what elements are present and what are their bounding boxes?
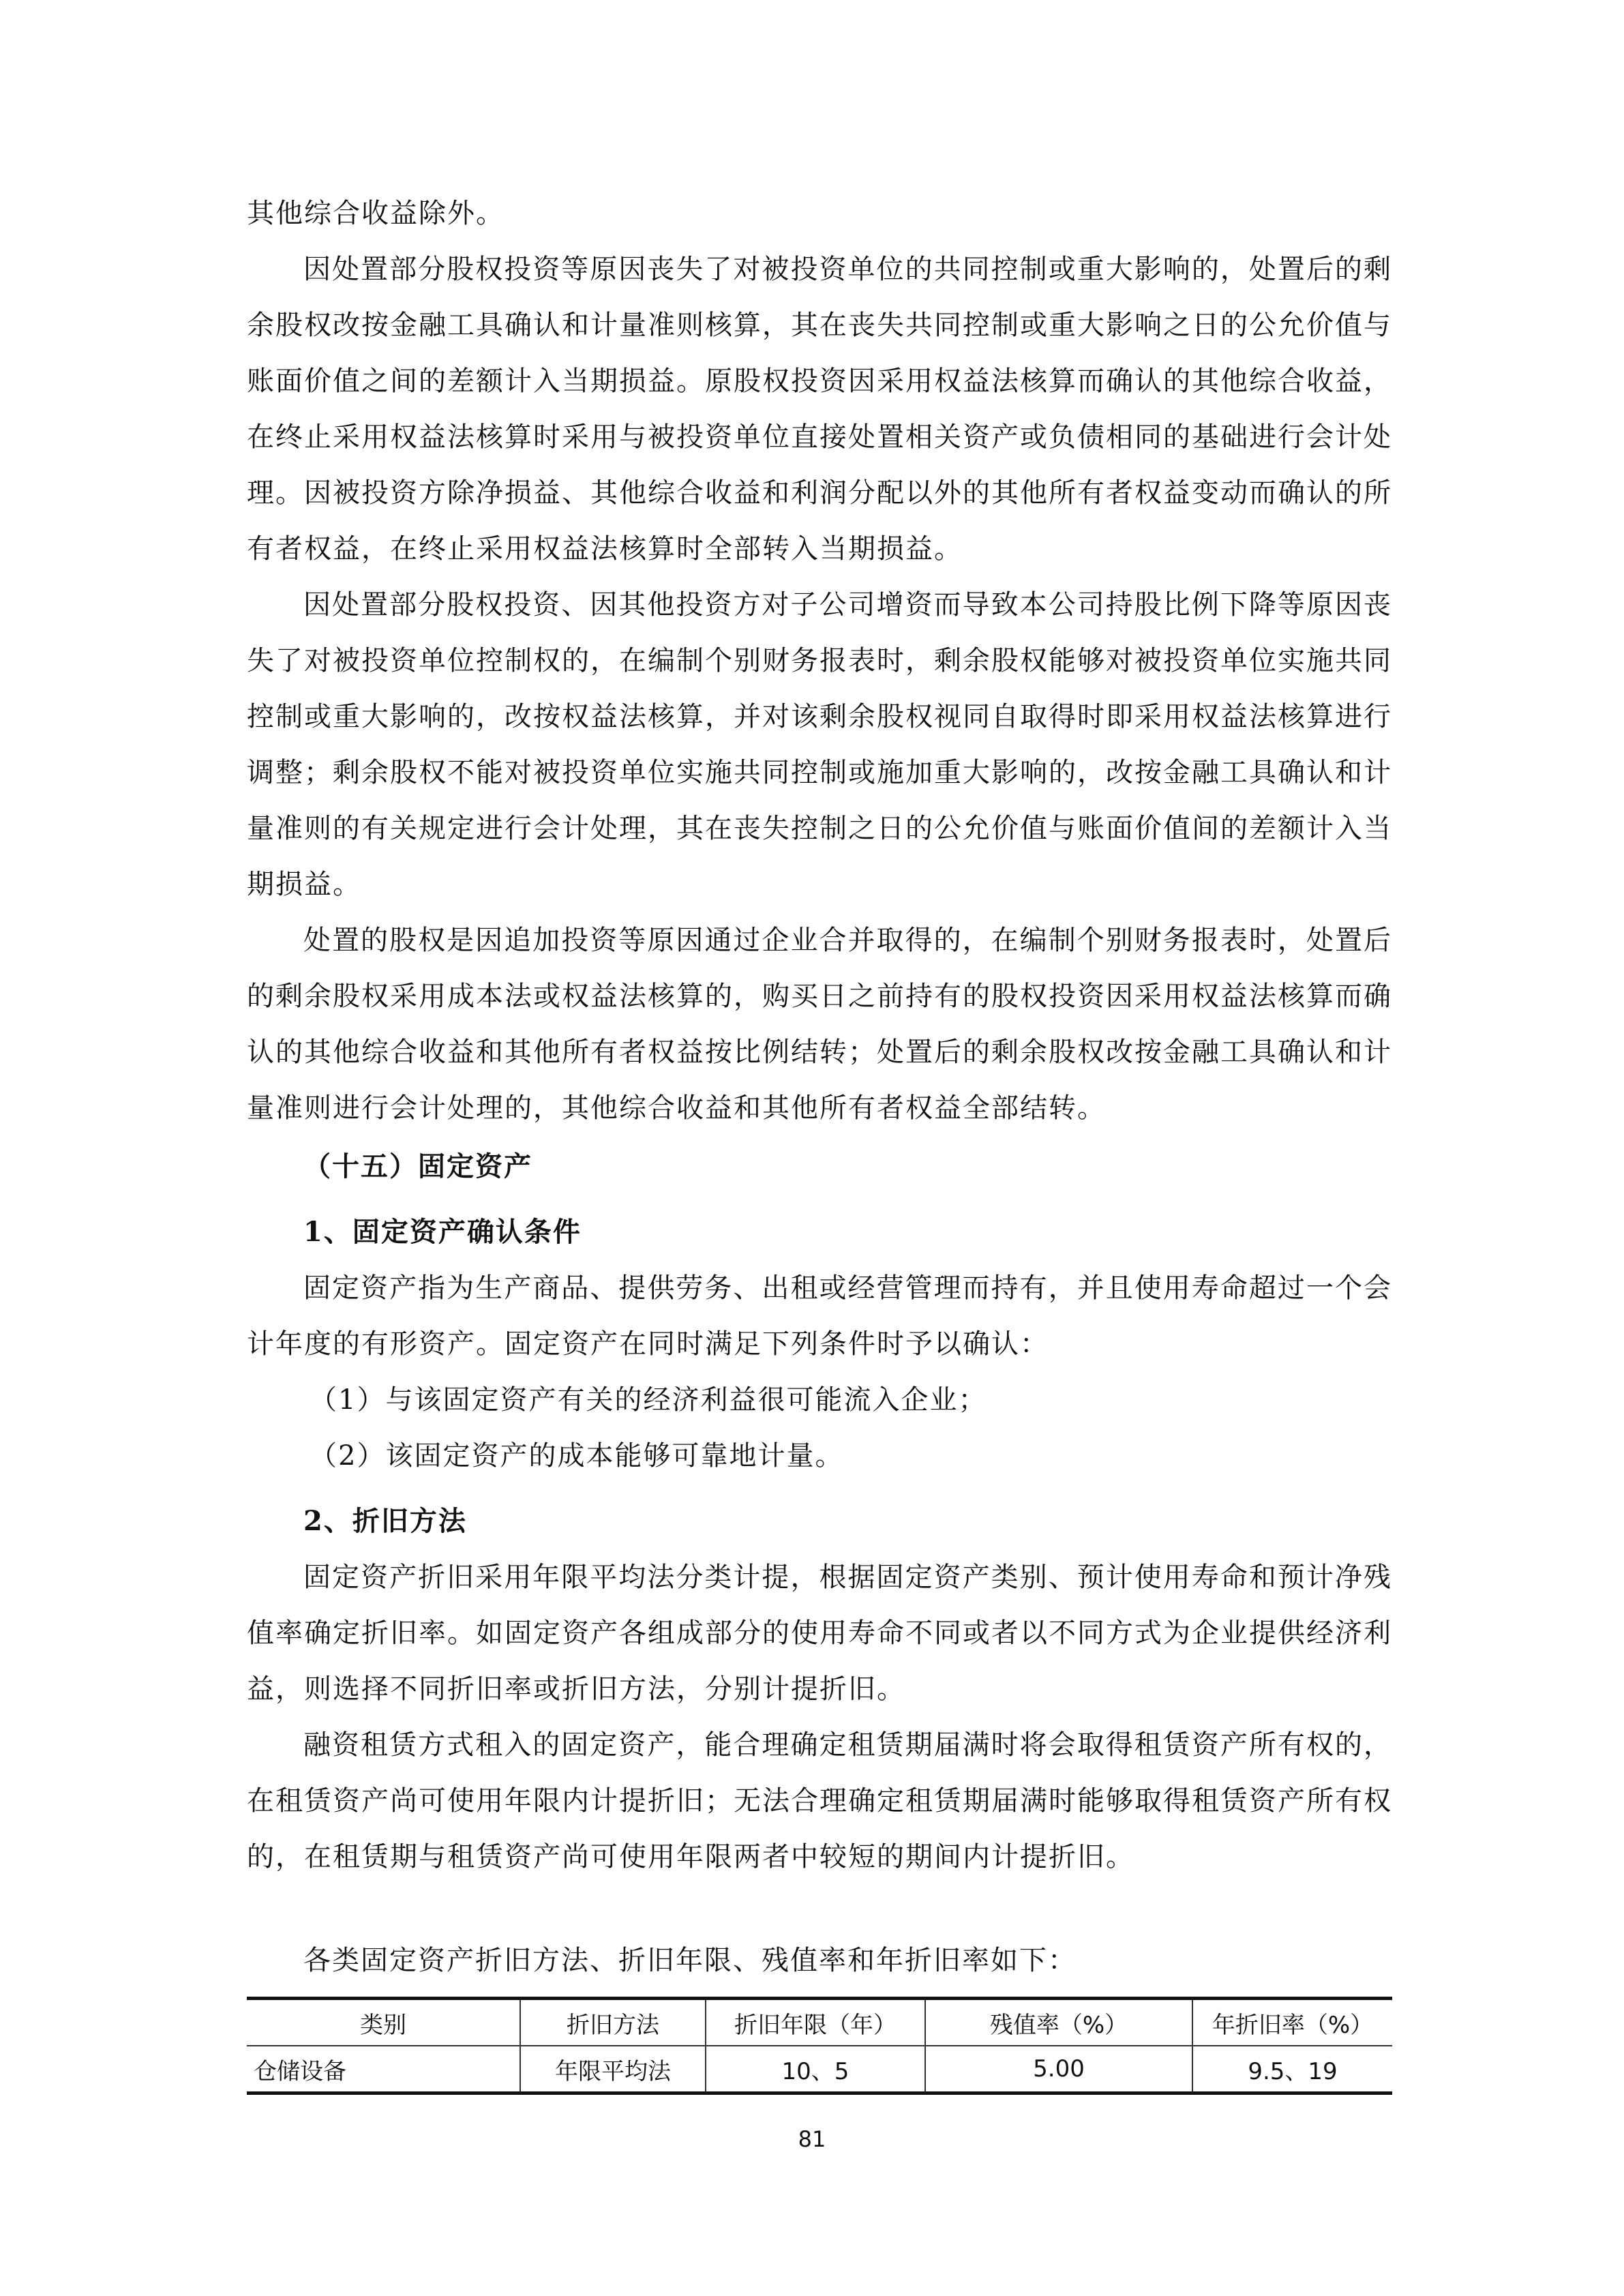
cell-annual-rate: 9.5、19	[1192, 2046, 1392, 2093]
condition-item-2: （2）该固定资产的成本能够可靠地计量。	[310, 1440, 844, 1472]
col-header-residual-rate: 残值率（%）	[925, 1999, 1192, 2046]
cell-category: 仓储设备	[247, 2046, 520, 2093]
section-heading: （十五）固定资产	[303, 1150, 532, 1182]
subsection-2-text-1: 固定资产折旧采用年限平均法分类计提，根据固定资产类别、预计使用寿命和预计净残值率确定折旧率。如固定资产各组成部分的使用寿命不同或者以不同方式为企业提供经济利益，则选择不同折旧率或折旧方法，分别计提折旧。	[247, 1562, 1392, 1705]
cell-residual-rate: 5.00	[925, 2046, 1192, 2093]
subsection-1-heading: 1、固定资产确认条件	[303, 1216, 582, 1248]
col-header-annual-rate: 年折旧率（%）	[1192, 1999, 1392, 2046]
page-number: 81	[798, 2126, 826, 2152]
page-content	[247, 185, 1392, 2095]
subsection-1-text: 固定资产指为生产商品、提供劳务、出租或经营管理而持有，并且使用寿命超过一个会计年度的有形资产。固定资产在同时满足下列条件时予以确认：	[247, 1272, 1392, 1360]
col-header-years: 折旧年限（年）	[706, 1999, 925, 2046]
table-intro: 各类固定资产折旧方法、折旧年限、残值率和年折旧率如下：	[303, 1945, 1077, 1976]
subsection-2-text-2: 融资租赁方式租入的固定资产，能合理确定租赁期届满时将会取得租赁资产所有权的，在租赁资产尚可使用年限内计提折旧；无法合理确定租赁期届满时能够取得租赁资产所有权的，在租赁期与租赁资产尚可使用年限两者中较短的期间内计提折旧。	[247, 1729, 1392, 1873]
cell-years: 10、5	[706, 2046, 925, 2093]
subsection-2-heading: 2、折旧方法	[303, 1505, 467, 1537]
col-header-method: 折旧方法	[520, 1999, 706, 2046]
table-header-row	[247, 1999, 1392, 2046]
col-header-category: 类别	[247, 1999, 520, 2046]
condition-item-1: （1）与该固定资产有关的经济利益很可能流入企业；	[310, 1384, 987, 1416]
paragraph-1: 因处置部分股权投资等原因丧失了对被投资单位的共同控制或重大影响的，处置后的剩余股权改按金融工具确认和计量准则核算，其在丧失共同控制或重大影响之日的公允价值与账面价值之间的差额计入当期损益。原股权投资因采用权益法核算而确认的其他综合收益，在终止采用权益法核算时采用与被投资单位直接处置相关资产或负债相同的基础进行会计处理。因被投资方除净损益、其他综合收益和利润分配以外的其他所有者权益变动而确认的所有者权益，在终止采用权益法核算时全部转入当期损益。	[247, 254, 1392, 565]
paragraph-3: 处置的股权是因追加投资等原因通过企业合并取得的，在编制个别财务报表时，处置后的剩余股权采用成本法或权益法核算的，购买日之前持有的股权投资因采用权益法核算而确认的其他综合收益和其他所有者权益按比例结转；处置后的剩余股权改按金融工具确认和计量准则进行会计处理的，其他综合收益和其他所有者权益全部结转。	[247, 925, 1392, 1124]
paragraph-0: 其他综合收益除外。	[247, 198, 505, 229]
cell-method: 年限平均法	[520, 2046, 706, 2093]
paragraph-2: 因处置部分股权投资、因其他投资方对子公司增资而导致本公司持股比例下降等原因丧失了对被投资单位控制权的，在编制个别财务报表时，剩余股权能够对被投资单位实施共同控制或重大影响的，改按权益法核算，并对该剩余股权视同自取得时即采用权益法核算进行调整；剩余股权不能对被投资单位实施共同控制或施加重大影响的，改按金融工具确认和计量准则的有关规定进行会计处理，其在丧失控制之日的公允价值与账面价值间的差额计入当期损益。	[247, 589, 1392, 900]
depreciation-table	[247, 1997, 1392, 2095]
table-row	[247, 2046, 1392, 2093]
